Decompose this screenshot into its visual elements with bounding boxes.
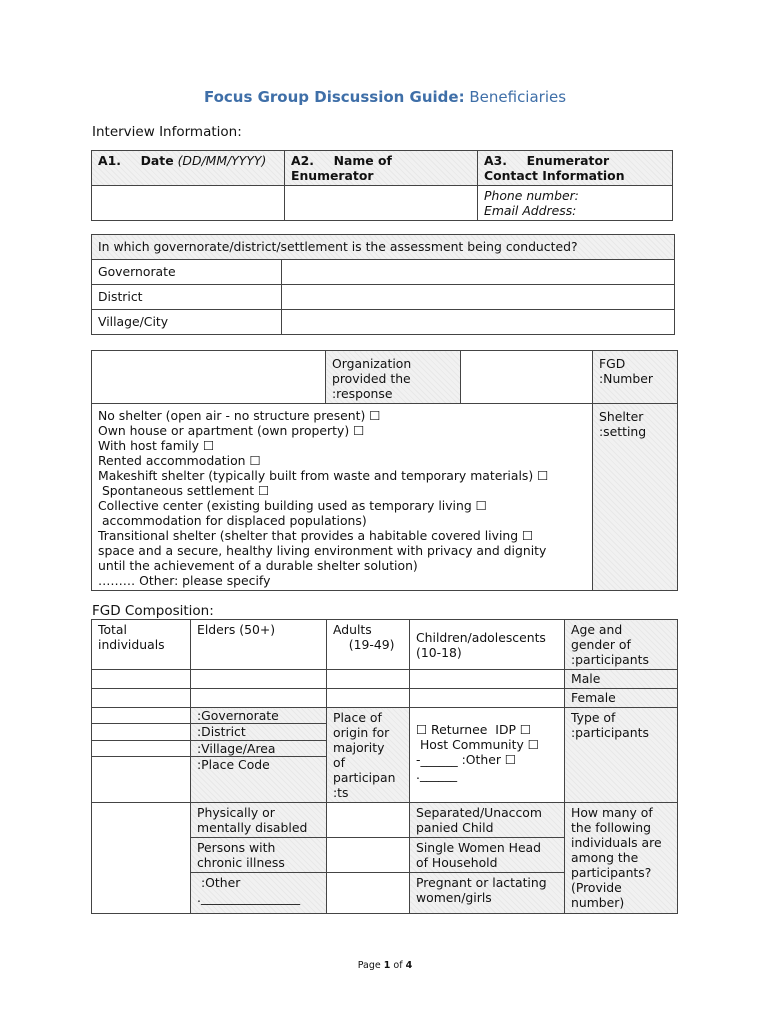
interview-table [91, 150, 673, 221]
other-vulnerability-input[interactable]: .________________ [197, 890, 301, 905]
adults-male[interactable] [327, 670, 410, 689]
how-many-label: How many of the following individuals are among the participants? (Provide number) [565, 803, 678, 914]
shelter-option[interactable]: Transitional shelter (shelter that provides a habitable covered living ☐ [98, 528, 534, 543]
female-label: Female [565, 689, 678, 708]
children-male[interactable] [410, 670, 565, 689]
organization-field[interactable] [461, 351, 593, 404]
shelter-option-text: until the achievement of a durable shelter solution) [98, 558, 418, 573]
children-female[interactable] [410, 689, 565, 708]
adults-header: Adults (19-49) [327, 620, 410, 670]
fgd-number-label: FGD :Number [593, 351, 678, 404]
interview-info-label: Interview Information: [92, 124, 242, 140]
pregnant-lactating-label: Pregnant or lactating women/girls [410, 873, 565, 914]
place-village-label: :Village/Area [191, 740, 327, 756]
participant-type-options[interactable]: ☐ Returnee IDP ☐ Host Community ☐ -______ :Other ☐ .______ [410, 708, 565, 803]
shelter-setting-label: Shelter :setting [593, 404, 678, 591]
shelter-option[interactable]: Collective center (existing building used as temporary living ☐ [98, 498, 487, 513]
separated-child-label: Separated/Unaccom panied Child [410, 803, 565, 838]
governorate-value[interactable] [92, 708, 191, 724]
phone-label: Phone number: [484, 188, 579, 203]
vulnerability-blank [92, 803, 191, 914]
fgd-table [91, 350, 678, 591]
enumerator-name-field[interactable] [285, 186, 478, 221]
shelter-option[interactable]: Own house or apartment (own property) ☐ [98, 423, 365, 438]
district-value[interactable] [92, 724, 191, 740]
elders-header: Elders (50+) [191, 620, 327, 670]
physically-disabled-field[interactable] [327, 803, 410, 838]
page-title [0, 88, 770, 106]
contact-field[interactable] [478, 186, 673, 221]
title-subtitle: Beneficiaries [464, 88, 567, 106]
elders-female[interactable] [191, 689, 327, 708]
shelter-option-text: space and a secure, healthy living environment with privacy and dignity [98, 543, 547, 558]
place-of-origin-label: Place of origin for majority of participan :ts [327, 708, 410, 803]
organization-label: Organization provided the :response [326, 351, 461, 404]
page-footer: Page 1 of 4 [357, 960, 413, 971]
shelter-option[interactable]: Spontaneous settlement ☐ [98, 483, 270, 498]
village-city-field[interactable] [282, 310, 675, 335]
children-header: Children/adolescents (10-18) [410, 620, 565, 670]
a3-header: A3. Enumerator Contact Information [478, 151, 673, 186]
a1-header: A1. Date (DD/MM/YYYY) [92, 151, 285, 186]
total-male[interactable] [92, 670, 191, 689]
governorate-label: Governorate [92, 260, 282, 285]
blank-cell [92, 351, 326, 404]
shelter-options [92, 404, 593, 591]
a2-header: A2. Name of Enumerator [285, 151, 478, 186]
chronic-illness-field[interactable] [327, 838, 410, 873]
location-table [91, 234, 675, 335]
other-vulnerability-field[interactable] [327, 873, 410, 914]
shelter-option-other[interactable]: ……… Other: please specify [98, 573, 271, 588]
place-code-label: :Place Code [191, 757, 327, 803]
shelter-option-text: accommodation for displaced populations) [98, 513, 367, 528]
page-total: 4 [405, 960, 413, 971]
total-female[interactable] [92, 689, 191, 708]
shelter-option[interactable]: No shelter (open air - no structure present) ☐ [98, 408, 381, 423]
title-main: Focus Group Discussion Guide: [203, 88, 465, 106]
place-governorate-label: :Governorate [191, 708, 327, 724]
date-field[interactable] [92, 186, 285, 221]
place-code-value[interactable] [92, 757, 191, 803]
single-women-label: Single Women Head of Household [410, 838, 565, 873]
governorate-field[interactable] [282, 260, 675, 285]
elders-male[interactable] [191, 670, 327, 689]
village-area-value[interactable] [92, 740, 191, 756]
place-district-label: :District [191, 724, 327, 740]
location-question: In which governorate/district/settlement is the assessment being conducted? [92, 235, 675, 260]
shelter-option[interactable]: With host family ☐ [98, 438, 215, 453]
adults-female[interactable] [327, 689, 410, 708]
composition-table [91, 619, 678, 914]
district-label: District [92, 285, 282, 310]
shelter-option[interactable]: Makeshift shelter (typically built from waste and temporary materials) ☐ [98, 468, 549, 483]
participant-type-label: Type of :participants [565, 708, 678, 803]
district-field[interactable] [282, 285, 675, 310]
chronic-illness-label: Persons with chronic illness [191, 838, 327, 873]
age-gender-header: Age and gender of :participants [565, 620, 678, 670]
village-city-label: Village/City [92, 310, 282, 335]
shelter-option[interactable]: Rented accommodation ☐ [98, 453, 261, 468]
physically-disabled-label: Physically or mentally disabled [191, 803, 327, 838]
male-label: Male [565, 670, 678, 689]
composition-label: FGD Composition: [92, 603, 214, 619]
total-header: Total individuals [92, 620, 191, 670]
email-label: Email Address: [484, 203, 577, 218]
other-vulnerability-label: :Other .________________ [191, 873, 327, 914]
page-number: 1 [383, 960, 391, 971]
